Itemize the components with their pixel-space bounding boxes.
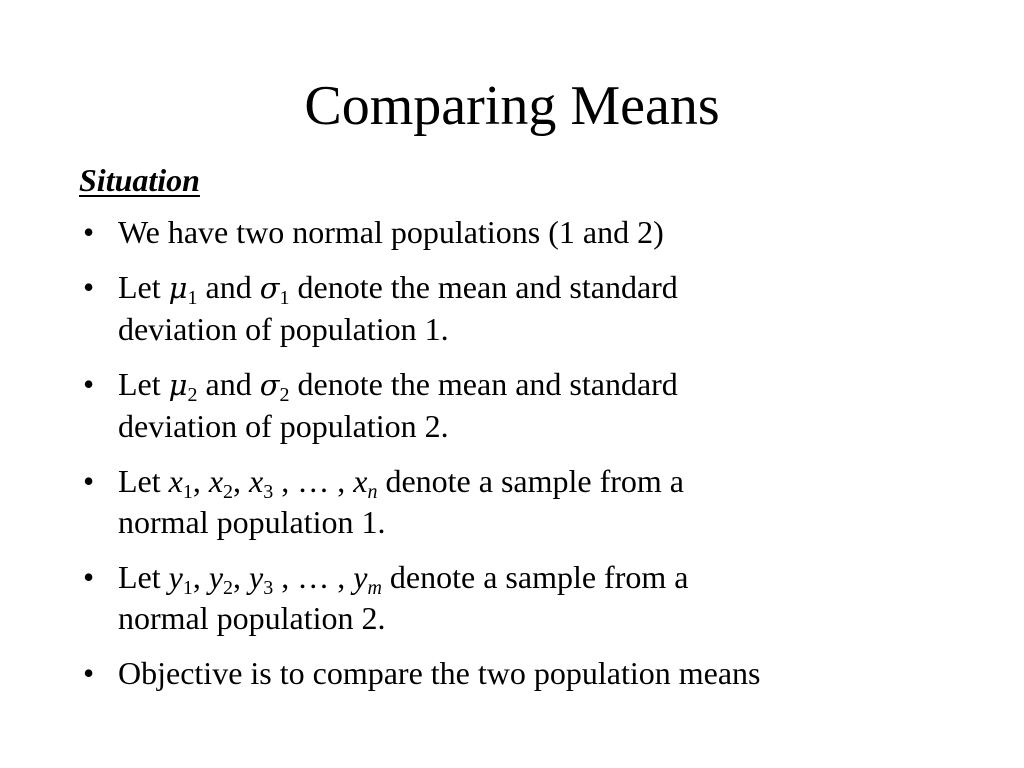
bullet-text-line1: denote a sample from a — [385, 463, 684, 499]
bullet-item-populations — [79, 212, 979, 253]
bullet-marker: • — [83, 655, 95, 691]
mu-symbol: μ — [168, 368, 188, 402]
bullet-marker: • — [83, 559, 95, 595]
variable-x: x — [168, 463, 183, 499]
subscript-1: 1 — [182, 577, 193, 599]
bullet-item-objective — [79, 653, 979, 694]
bullet-text-line1: denote a sample from a — [389, 559, 689, 595]
bullet-item-population-1-params — [79, 267, 979, 350]
variable-x: x — [353, 463, 368, 499]
sigma-subscript: 2 — [279, 384, 290, 406]
let-word: Let — [118, 463, 161, 499]
bullet-item-sample-y: • Let $y_1$, $y_2$, $y_3$ , … , $y_m$ denote a sample from a normal population 2. — [83, 559, 689, 636]
bullet-text: We have two normal populations (1 and 2) — [118, 214, 664, 250]
variable-y: y — [249, 559, 264, 595]
mu-subscript: 1 — [187, 287, 198, 309]
subscript-2: 2 — [223, 577, 234, 599]
bullet-text-line2: deviation of population 1. — [118, 311, 449, 347]
ellipsis: , … , — [281, 463, 346, 499]
section-heading: Situation — [79, 162, 200, 198]
subscript-3: 3 — [263, 577, 274, 599]
bullet-text-line2: normal population 2. — [118, 600, 386, 636]
bullet-text: Objective is to compare the two population means — [118, 655, 761, 691]
variable-y: y — [168, 559, 183, 595]
bullet-text-line1: denote the mean and standard — [297, 269, 678, 305]
variable-y: y — [208, 559, 224, 595]
bullet-marker: • — [83, 214, 95, 250]
subscript-n: n — [367, 481, 378, 503]
and-word: and — [205, 269, 252, 305]
bullet-text-line1: denote the mean and standard — [297, 366, 678, 402]
subscript-m: m — [367, 577, 382, 599]
sigma-symbol: σ — [259, 271, 280, 305]
bullet-item-population-2-params — [79, 364, 979, 447]
bullet-marker: • — [83, 463, 95, 499]
bullet-text-line2: normal population 1. — [118, 504, 386, 540]
slide-title: Comparing Means — [304, 75, 720, 137]
let-word: Let — [118, 559, 161, 595]
variable-x: x — [249, 463, 264, 499]
let-word: Let — [118, 366, 161, 402]
variable-y: y — [353, 559, 368, 595]
and-word: and — [205, 366, 252, 402]
bullet-list — [79, 212, 979, 708]
mu-subscript: 2 — [187, 384, 198, 406]
subscript-2: 2 — [223, 481, 234, 503]
bullet-item-sample-x: • Let $x_1$, $x_2$, $x_3$ , … , $x_n$ denote a sample from a normal population 1. — [83, 463, 684, 540]
variable-x: x — [208, 463, 224, 499]
bullet-marker: • — [83, 366, 95, 402]
sigma-subscript: 1 — [279, 287, 290, 309]
subscript-3: 3 — [263, 481, 274, 503]
subscript-1: 1 — [182, 481, 193, 503]
bullet-text-line2: deviation of population 2. — [118, 408, 449, 444]
let-word: Let — [118, 269, 161, 305]
sigma-symbol: σ — [259, 368, 280, 402]
mu-symbol: μ — [168, 271, 188, 305]
bullet-marker: • — [83, 269, 95, 305]
ellipsis: , … , — [281, 559, 346, 595]
